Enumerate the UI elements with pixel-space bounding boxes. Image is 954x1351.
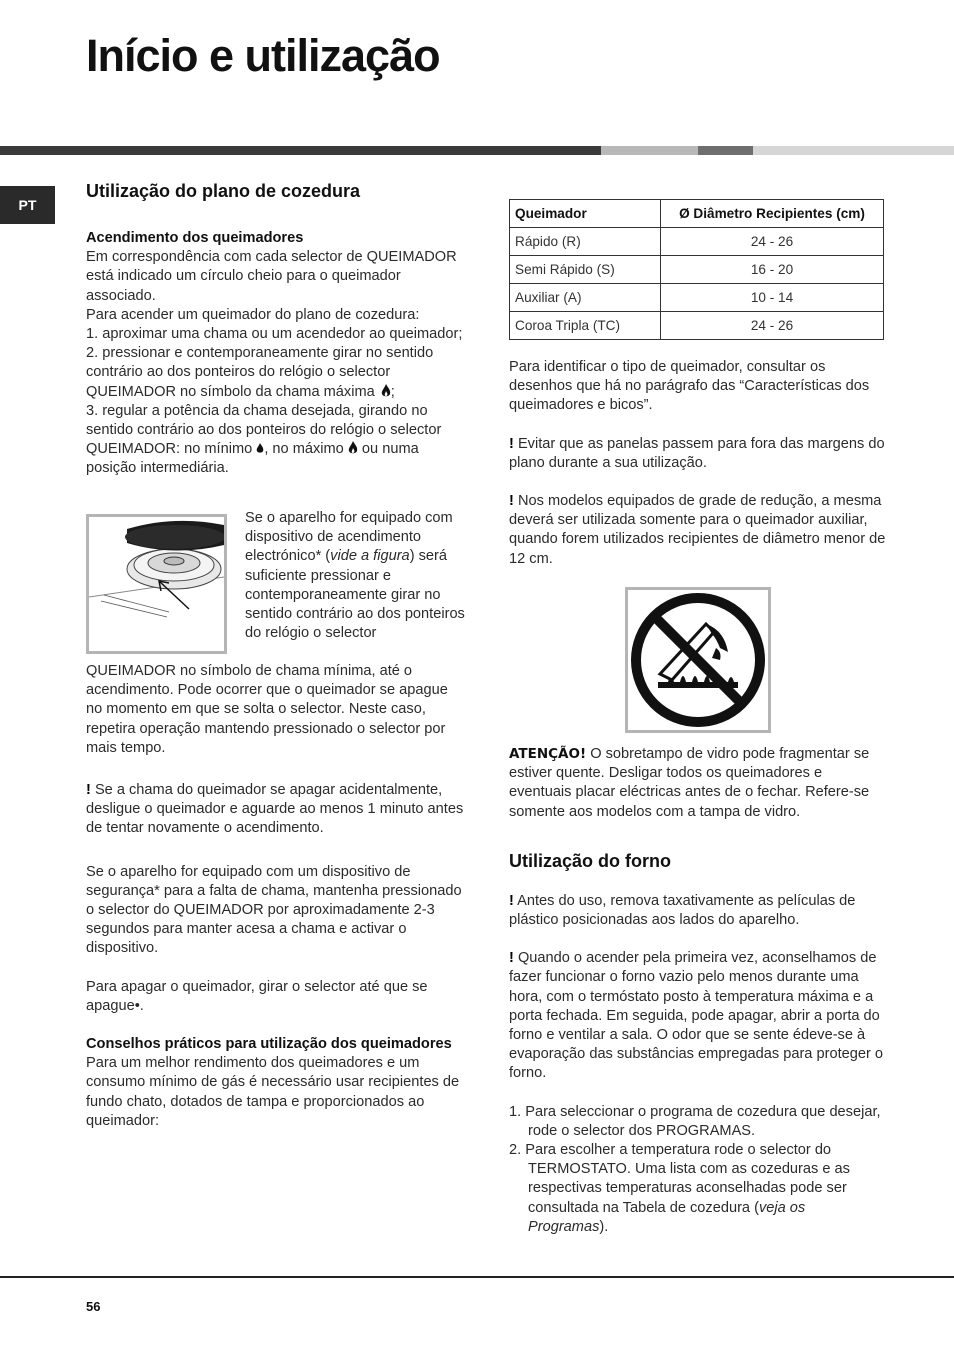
bar-segment-dark [0,146,601,155]
warning-icon: ! [86,782,91,799]
table-cell: Auxiliar (A) [510,284,661,312]
figure-side-text [245,509,467,643]
table-row [510,284,884,312]
table-cell: 24 - 26 [661,312,884,340]
list-item: 1. Para seleccionar o programa de cozedura que desejar, rode o selector dos PROGRAMAS. [509,1103,881,1139]
paragraph-tips: Para um melhor rendimento dos queimadores e um consumo mínimo de gás é necessário usar recipientes de fundo chato, dotados de tampa e proporcionados ao queimador: [86,1055,460,1129]
paragraph-indicator: Em correspondência com cada selector de QUEIMADOR está indicado um círculo cheio para o queimador associado. [86,249,457,304]
bar-segment-accent [698,146,753,155]
header-color-bar [0,146,954,155]
paragraph-identify: Para identificar o tipo de queimador, consultar os desenhos que há no parágrafo das “Características dos queimadores e bicos”. [509,359,870,414]
warning-reduction-grid: ! Nos modelos equipados de grade de redução, a mesma deverá ser utilizada somente para o queimador auxiliar, quando forem utilizados recipientes de diâmetro menor de 12 cm. [509,493,886,567]
warning-remove-films: ! Antes do uso, remova taxativamente as películas de plástico posicionadas aos lados do aparelho. [509,892,856,929]
left-column-lower [86,662,466,1131]
section-heading-oven: Utilização do forno [509,850,671,871]
warning-first-use: ! Quando o acender pela primeira vez, aconselhamos de fazer funcionar o forno vazio pelo menos durante uma hora, com o termóstato posto à temperatura máxima e a porta fechada. Em seguida, pode apagar, abrir a porta do forno e ventilar a sala. O odor que se sente édeve-se à evaporação das substâncias empregadas para proteger o forno. [509,950,884,1082]
flame-max-icon [348,441,358,455]
warning-flame-out: ! Se a chama do queimador se apagar acidentalmente, desligue o queimador e aguarde ao menos 1 minuto antes de tentar novamente o acendimento. [86,782,464,837]
section-heading-cooktop: Utilização do plano de cozedura [86,181,361,201]
table-row [510,312,884,340]
warning-icon: ! [509,435,514,452]
step-1: 1. aproximar uma chama ou um acendedor ao queimador; [86,326,463,343]
paragraph-safety-device: Se o aparelho for equipado com um dispositivo de segurança* para a falta de chama, mantenha pressionado o selector do QUEIMADOR por aproximadamente 2-3 segundos para manter acesa a chama e activar o dispositivo. [86,863,462,957]
subheading-tips: Conselhos práticos para utilização dos queimadores [86,1036,452,1053]
flame-max-icon [381,384,391,398]
table-row [510,228,884,256]
table-cell: Coroa Tripla (TC) [510,312,661,340]
paragraph-electronic-ignition: Se o aparelho for equipado com dispositivo de acendimento electrónico* (vide a figura) será suficiente pressionar e contemporaneamente girar no sentido contrário ao dos ponteiros do relógio o selector [245,510,465,642]
table-header: Ø Diâmetro Recipientes (cm) [661,200,884,228]
table-cell: 24 - 26 [661,228,884,256]
language-tab: PT [0,186,55,224]
list-item: 2. Para escolher a temperatura rode o selector do TERMOSTATO. Uma lista com as cozeduras e as respectivas temperaturas aconselhadas pode ser consultada na Tabela de cozedura (veja os Programas). [509,1142,850,1235]
paragraph-intro-steps: Para acender um queimador do plano de cozedura: [86,306,420,323]
step-2: 2. pressionar e contemporaneamente girar no sentido contrário ao dos ponteiros do relógio o selector QUEIMADOR no símbolo da chama máxima ; [86,345,434,400]
table-cell: 16 - 20 [661,256,884,284]
warning-pan-margins: ! Evitar que as panelas passem para fora das margens do plano durante a sua utilização. [509,435,885,471]
attention-label: ATENÇÃO! [509,746,587,762]
table-cell: 10 - 14 [661,284,884,312]
burner-illustration [89,517,224,651]
table-cell: Rápido (R) [510,228,661,256]
prohibition-icon [628,590,768,730]
right-column-lower [509,745,886,1237]
table-header-row [510,200,884,228]
step-3: 3. regular a potência da chama desejada, girando no sentido contrário ao dos ponteiros do relógio o selector QUEIMADOR: no mínimo , no máximo ou numa posição intermediária. [86,402,442,477]
subheading-ignition: Acendimento dos queimadores [86,230,304,246]
paragraph-after-figure: QUEIMADOR no símbolo de chama mínima, até o acendimento. Pode ocorrer que o queimador se apague no momento em que se solta o selector. Neste caso, repetira operação mantendo pressionado o selector por mais tempo. [86,663,448,756]
warning-icon: ! [509,892,514,909]
right-column-upper [509,358,886,569]
table-row [510,256,884,284]
footer-divider [0,1276,954,1278]
ignition-figure [86,514,227,654]
burner-table [509,199,884,340]
warning-icon: ! [509,950,514,967]
table-cell: Semi Rápido (S) [510,256,661,284]
paragraph-turn-off: Para apagar o queimador, girar o selector até que se apague•. [86,978,428,1014]
left-column [86,180,466,479]
warning-icon: ! [509,493,514,510]
page-title: Início e utilização [86,30,440,81]
table-header: Queimador [510,200,661,228]
page-number: 56 [86,1299,101,1314]
bar-segment-mid [601,146,698,155]
prohibition-figure [625,587,771,733]
bar-segment-light [753,146,954,155]
attention-glass-lid: ATENÇÃO! O sobretampo de vidro pode fragmentar se estiver quente. Desligar todos os queimadores e eventuais placar eléctricas antes de o fechar. Refere-se somente aos modelos com a tampa de vidro. [509,746,870,820]
